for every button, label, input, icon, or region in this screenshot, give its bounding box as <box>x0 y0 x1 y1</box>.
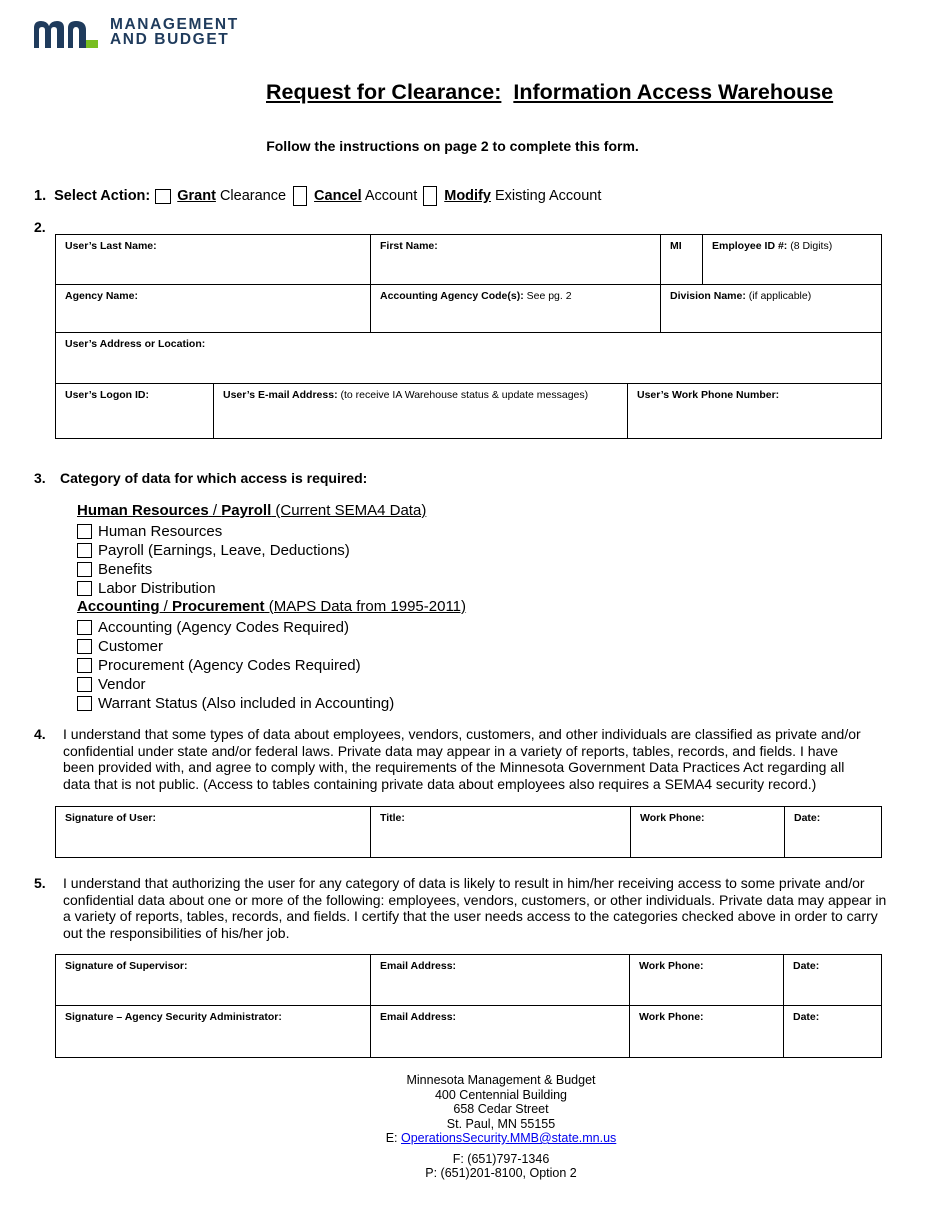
select-action-row <box>34 186 601 206</box>
employee-id-label: Employee ID #: <box>712 240 788 252</box>
email-address-label: User’s E-mail Address: <box>223 389 338 401</box>
address-label: User’s Address or Location: <box>65 338 206 350</box>
acct-item-label: Accounting (Agency Codes Required) <box>98 619 349 636</box>
user-title-field[interactable] <box>371 807 631 858</box>
acct-head-bold-1: Accounting <box>77 598 160 615</box>
mn-logo-icon <box>32 18 102 50</box>
acct-item-label: Customer <box>98 638 164 655</box>
logo-line-2: AND BUDGET <box>110 31 230 48</box>
user-signature-field[interactable] <box>56 807 371 858</box>
footer-org: Minnesota Management & Budget <box>406 1073 596 1087</box>
division-label: Division Name: <box>670 290 746 302</box>
work-phone-field[interactable] <box>628 384 882 439</box>
hr-item-label: Labor Distribution <box>98 580 216 597</box>
footer-city: St. Paul, MN 55155 <box>446 1116 556 1131</box>
division-field[interactable] <box>661 285 882 333</box>
acct-checkbox-3[interactable] <box>77 658 92 673</box>
category-list <box>77 502 466 713</box>
section-5-number: 5. <box>34 875 46 891</box>
hr-item-payroll[interactable] <box>77 541 466 560</box>
acct-item-accounting[interactable] <box>77 618 466 637</box>
page-title <box>266 80 833 105</box>
acct-checkbox-4[interactable] <box>77 677 92 692</box>
supervisor-email-field[interactable] <box>371 955 630 1006</box>
select-action-label: Select Action: <box>54 188 151 204</box>
employee-id-field[interactable] <box>703 235 882 285</box>
admin-date-field[interactable] <box>784 1006 882 1058</box>
hr-head-sep: / <box>208 502 222 519</box>
modify-bold: Modify <box>444 188 491 204</box>
email-address-note: (to receive IA Warehouse status & update messages) <box>337 389 589 401</box>
acct-item-vendor[interactable] <box>77 675 466 694</box>
footer-email-link[interactable]: OperationsSecurity.MMB@state.mn.us <box>400 1131 617 1145</box>
supervisor-work-phone-field[interactable] <box>630 955 784 1006</box>
hr-item-benefits[interactable] <box>77 560 466 579</box>
admin-signature-label: Signature – Agency Security Administrator: <box>65 1011 282 1023</box>
hr-payroll-heading <box>77 502 466 522</box>
modify-option-label <box>444 188 601 204</box>
hr-item-label: Benefits <box>98 561 153 578</box>
first-name-field[interactable] <box>371 235 661 285</box>
acct-checkbox-1[interactable] <box>77 620 92 635</box>
category-heading: Category of data for which access is required: <box>60 470 368 486</box>
acct-head-bold-2: Procurement <box>172 598 265 615</box>
acct-head-sep: / <box>159 598 173 615</box>
user-work-phone-field[interactable] <box>631 807 785 858</box>
page-subtitle: Follow the instructions on page 2 to complete this form. <box>266 138 639 154</box>
approval-signature-table <box>55 954 882 1058</box>
user-signature-table <box>55 806 882 858</box>
agency-name-label: Agency Name: <box>65 290 138 302</box>
supervisor-signature-field[interactable] <box>56 955 371 1006</box>
cancel-option-label <box>314 188 417 204</box>
user-info-table-top <box>55 234 882 384</box>
title-part-1: Request for Clearance: <box>266 80 502 104</box>
email-address-field[interactable] <box>214 384 628 439</box>
last-name-field[interactable] <box>56 235 371 285</box>
supervisor-date-label: Date: <box>793 960 820 972</box>
hr-checkbox-4[interactable] <box>77 581 92 596</box>
section-4-number: 4. <box>34 726 46 742</box>
supervisor-signature-label: Signature of Supervisor: <box>65 960 188 972</box>
section-3-number: 3. <box>34 470 46 486</box>
acct-item-customer[interactable] <box>77 637 466 656</box>
acct-item-label: Warrant Status (Also included in Accounting) <box>98 695 395 712</box>
section-1-number: 1. <box>34 188 47 204</box>
employee-id-note: (8 Digits) <box>787 240 833 252</box>
accounting-procurement-heading <box>77 598 466 618</box>
footer-street: 658 Cedar Street <box>453 1102 549 1116</box>
acct-item-procurement[interactable] <box>77 656 466 675</box>
division-note: (if applicable) <box>745 290 812 302</box>
address-field[interactable] <box>56 333 882 384</box>
cancel-rest: Account <box>361 188 418 204</box>
footer-email-line <box>0 1131 950 1146</box>
mi-field[interactable] <box>661 235 703 285</box>
modify-checkbox[interactable] <box>423 186 437 206</box>
grant-option-label <box>177 188 286 204</box>
user-date-field[interactable] <box>785 807 882 858</box>
hr-item-label: Payroll (Earnings, Leave, Deductions) <box>98 542 350 559</box>
agency-code-field[interactable] <box>371 285 661 333</box>
acct-checkbox-5[interactable] <box>77 696 92 711</box>
user-date-label: Date: <box>794 812 821 824</box>
supervisor-date-field[interactable] <box>784 955 882 1006</box>
cancel-bold: Cancel <box>314 188 362 204</box>
supervisor-email-label: Email Address: <box>380 960 457 972</box>
cancel-checkbox[interactable] <box>293 186 307 206</box>
logo-line-1: MANAGEMENT <box>110 16 239 33</box>
grant-checkbox[interactable] <box>155 189 171 204</box>
last-name-label: User’s Last Name: <box>65 240 157 252</box>
acct-item-label: Procurement (Agency Codes Required) <box>98 657 361 674</box>
modify-rest: Existing Account <box>490 188 602 204</box>
hr-head-note: (Current SEMA4 Data) <box>271 502 427 519</box>
admin-date-label: Date: <box>793 1011 820 1023</box>
logon-id-label: User’s Logon ID: <box>65 389 150 401</box>
footer-phone: P: (651)201-8100, Option 2 <box>425 1166 577 1180</box>
acct-item-warrant-status[interactable] <box>77 694 466 713</box>
logo-text <box>110 17 239 47</box>
supervisor-work-phone-label: Work Phone: <box>639 960 704 972</box>
acct-item-label: Vendor <box>98 676 146 693</box>
agency-code-note: See pg. 2 <box>523 290 572 302</box>
title-part-2: Information Access Warehouse <box>513 80 834 104</box>
grant-bold: Grant <box>177 188 216 204</box>
agency-name-field[interactable] <box>56 285 371 333</box>
section-2-number: 2. <box>34 219 46 235</box>
admin-email-field[interactable] <box>371 1006 630 1058</box>
grant-rest: Clearance <box>215 188 287 204</box>
hr-checkbox-3[interactable] <box>77 562 92 577</box>
admin-email-label: Email Address: <box>380 1011 457 1023</box>
acct-head-note: (MAPS Data from 1995-2011) <box>264 598 467 615</box>
user-title-label: Title: <box>380 812 405 824</box>
agency-code-label: Accounting Agency Code(s): <box>380 290 524 302</box>
user-signature-label: Signature of User: <box>65 812 157 824</box>
hr-checkbox-1[interactable] <box>77 524 92 539</box>
logon-id-field[interactable] <box>56 384 214 439</box>
mi-label: MI <box>670 240 682 252</box>
first-name-label: First Name: <box>380 240 438 252</box>
hr-item-labor-distribution[interactable] <box>77 579 466 598</box>
work-phone-label: User’s Work Phone Number: <box>637 389 780 401</box>
admin-work-phone-label: Work Phone: <box>639 1011 704 1023</box>
hr-head-bold-2: Payroll <box>221 502 272 519</box>
footer-building: 400 Centennial Building <box>434 1087 568 1102</box>
hr-item-human-resources[interactable] <box>77 522 466 541</box>
hr-checkbox-2[interactable] <box>77 543 92 558</box>
footer-email-prefix: E: <box>385 1131 401 1145</box>
user-agreement-text: I understand that some types of data about employees, vendors, customers, and other individuals are classified as private and/or confidential under state and/or federal laws. Private data may appear in a variety of reports, tables, records, and fields. I have been provided with, and agree to comply with, the requirements of the Minnesota Government Data Practices Act regarding all data that is not public. (Access to tables containing private data about employees also requires a SEMA4 security record.) <box>63 726 861 792</box>
admin-work-phone-field[interactable] <box>630 1006 784 1058</box>
admin-signature-field[interactable] <box>56 1006 371 1058</box>
hr-head-bold-1: Human Resources <box>77 502 209 519</box>
footer-address <box>0 1073 950 1181</box>
footer-fax: F: (651)797-1346 <box>452 1151 550 1166</box>
user-info-table-bottom <box>55 383 882 439</box>
user-work-phone-label: Work Phone: <box>640 812 705 824</box>
hr-item-label: Human Resources <box>98 523 223 540</box>
acct-checkbox-2[interactable] <box>77 639 92 654</box>
supervisor-certification-text: I understand that authorizing the user for any category of data is likely to result in him/her receiving access to some private and/or confidential data about one or more of the following: employees, vendors, customers, or other individuals. Private data may appear in a variety of reports, tables, records, and fields. I certify that the user needs access to the categories checked above in order to carry out the responsibilities of his/her job. <box>63 875 887 941</box>
